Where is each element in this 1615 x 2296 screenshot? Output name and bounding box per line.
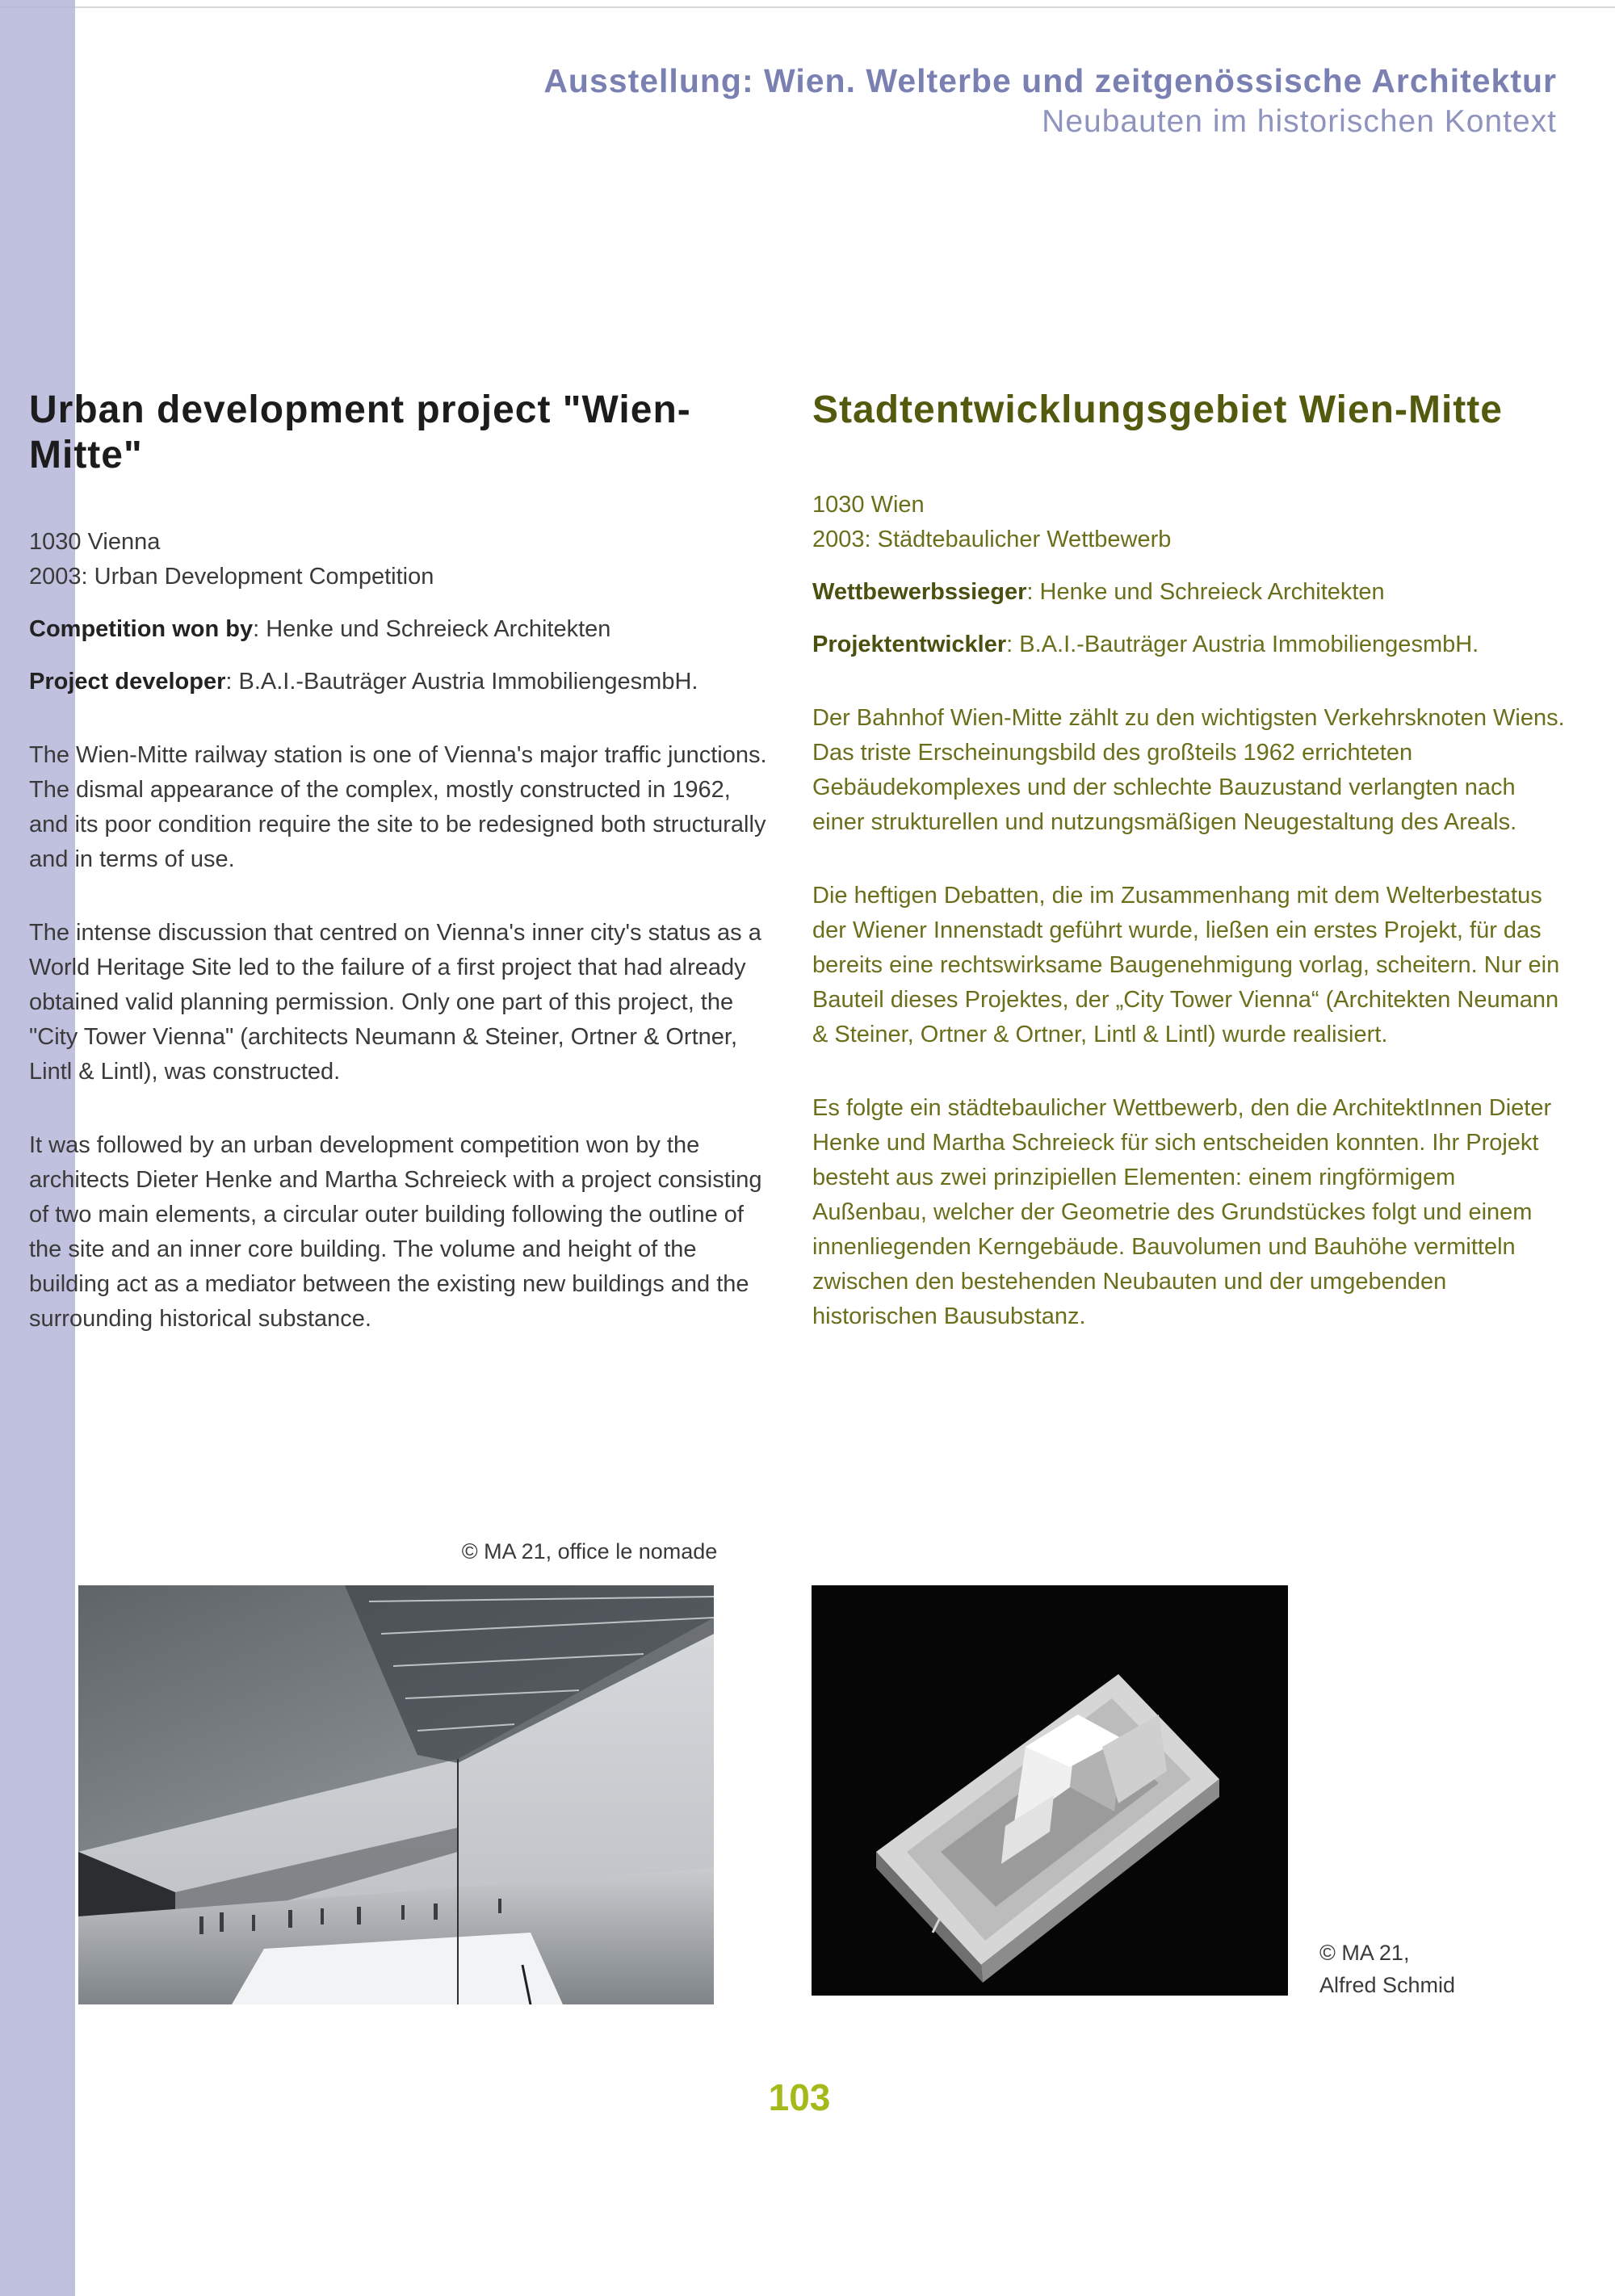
german-developer [812, 628, 1571, 662]
model-caption-line-2: Alfred Schmid [1319, 1973, 1456, 1997]
architectural-rendering-image [78, 1585, 714, 2004]
english-developer-value: : B.A.I.-Bauträger Austria ImmobiliengesmbH. [225, 669, 698, 695]
german-location: 1030 Wien [812, 492, 925, 518]
page-number: 103 [768, 2076, 831, 2118]
german-winner [812, 575, 1571, 610]
german-paragraph-3: Es folgte ein städtebaulicher Wettbewerb, den die ArchitektInnen Dieter Henke und Martha Schreieck für sich entscheiden konnten. Ihr Projekt besteht aus zwei prinzipiellen Elementen: einem ringförmigem Außenbau, welcher der Geometrie des Grundstückes folgt und einem innenliegenden Kerngebäude. Bauvolumen und Bauhöhe vermitteln zwischen den bestehenden Neubauten und der umgebenden historischen Bausubstanz. [812, 1095, 1552, 1329]
german-year: 2003: Städtebaulicher Wettbewerb [812, 527, 1172, 552]
german-paragraph-1: Der Bahnhof Wien-Mitte zählt zu den wichtigsten Verkehrsknoten Wiens. Das triste Erscheinungsbild des großteils 1962 errichteten Gebäudekomplexes und der schlechte Bauzustand verlangten nach einer strukturellen und nutzungsmäßigen Neugestaltung des Areals. [812, 705, 1565, 835]
german-developer-label: Projektentwickler [812, 632, 1007, 657]
german-developer-value: : B.A.I.-Bauträger Austria ImmobiliengesmbH. [1006, 632, 1479, 657]
top-rule [0, 6, 1615, 8]
english-developer [29, 665, 772, 699]
german-title: Stadtentwicklungsgebiet Wien-Mitte [812, 388, 1503, 431]
english-year: 2003: Urban Development Competition [29, 564, 434, 590]
rendering-caption: © MA 21, office le nomade [461, 1539, 718, 1564]
english-column [29, 388, 772, 1337]
german-paragraph-2: Die heftigen Debatten, die im Zusammenhang mit dem Welterbestatus der Wiener Innenstadt geführt wurde, ließen ein erstes Projekt, für das bereits eine rechtswirksame Baugenehmigung vorlag, scheitern. Nur ein Bauteil dieses Projektes, der „City Tower Vienna“ (Architekten Neumann & Steiner, Ortner & Ortner, Lintl & Lintl) wurde realisiert. [812, 883, 1560, 1047]
english-location: 1030 Vienna [29, 529, 161, 555]
english-paragraph-3: It was followed by an urban development competition won by the architects Dieter Henke and Martha Schreieck with a project consisting of two main elements, a circular outer building following the outline of the site and an inner core building. The volume and height of the building act as a mediator between the existing new buildings and the surrounding historical substance. [29, 1132, 762, 1332]
english-winner [29, 612, 772, 647]
english-developer-label: Project developer [29, 669, 226, 695]
english-winner-value: : Henke und Schreieck Architekten [253, 616, 611, 642]
german-winner-value: : Henke und Schreieck Architekten [1026, 579, 1385, 605]
exhibition-subtitle: Neubauten im historischen Kontext [1042, 104, 1557, 139]
english-title: Urban development project "Wien-Mitte" [29, 388, 691, 476]
page-header [543, 60, 1557, 142]
architectural-model-image [812, 1585, 1288, 1996]
english-winner-label: Competition won by [29, 616, 254, 642]
english-paragraph-1: The Wien-Mitte railway station is one of Vienna's major traffic junctions. The dismal appearance of the complex, mostly constructed in 1962, and its poor condition require the site to be redesigned both structurally and in terms of use. [29, 742, 767, 872]
german-column [812, 388, 1571, 1334]
english-paragraph-2: The intense discussion that centred on Vienna's inner city's status as a World Heritage Site led to the failure of a first project that had already obtained valid planning permission. Only one part of this project, the "City Tower Vienna" (architects Neumann & Steiner, Ortner & Ortner, Lintl & Lintl), was constructed. [29, 920, 761, 1085]
model-caption-line-1: © MA 21, [1319, 1941, 1410, 1965]
german-winner-label: Wettbewerbssieger [812, 579, 1027, 605]
model-caption [1319, 1937, 1562, 2001]
exhibition-title: Ausstellung: Wien. Welterbe und zeitgenössische Architektur [543, 62, 1557, 99]
